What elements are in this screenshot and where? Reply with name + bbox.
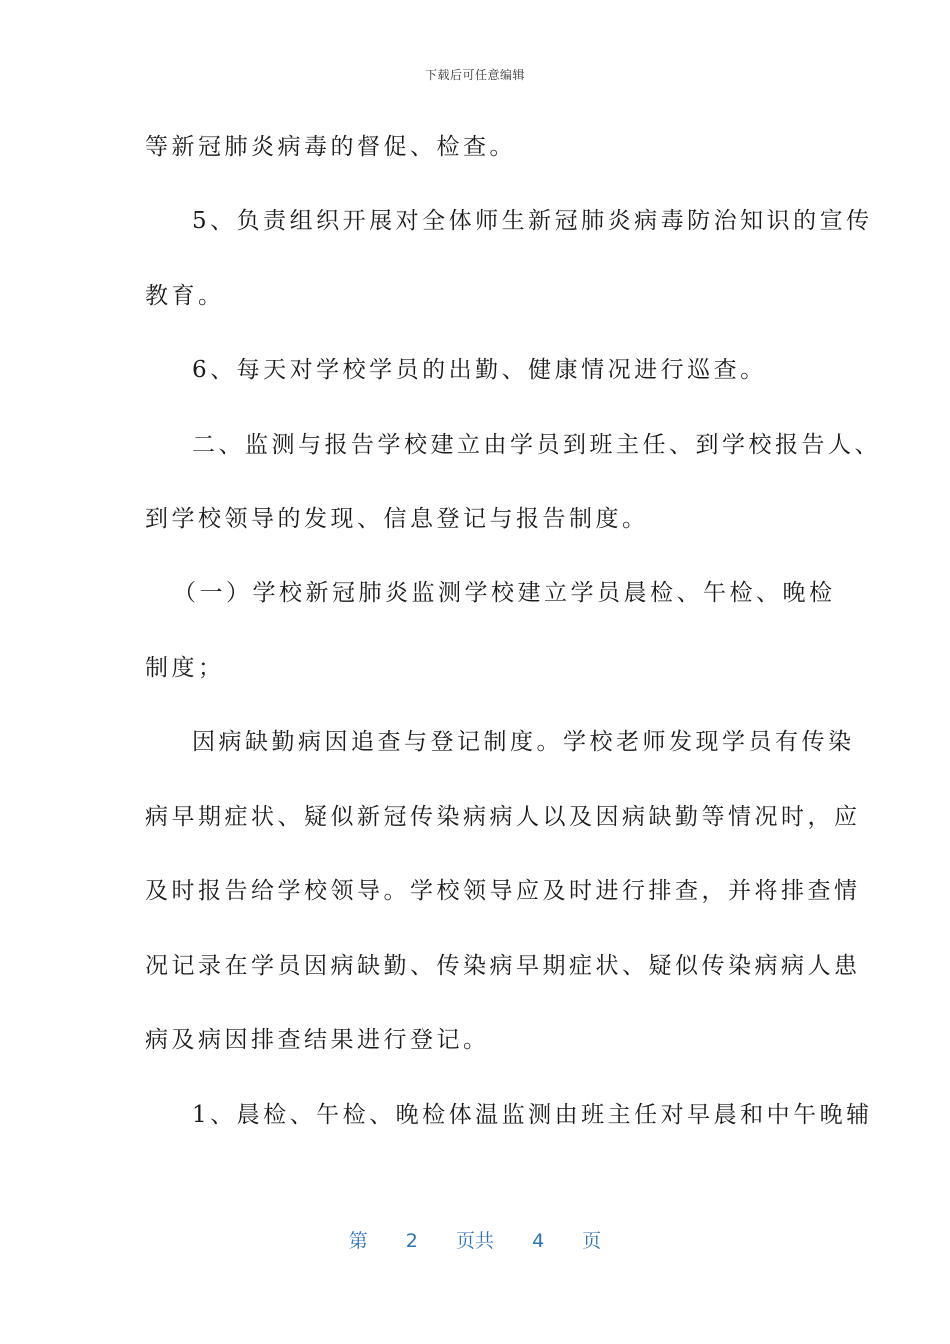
body-line-10: 病早期症状、疑似新冠传染病病人以及因病缺勤等情况时，应 xyxy=(145,804,861,830)
footer-end-word: 页 xyxy=(582,1230,602,1252)
body-line-9: 因病缺勤病因追查与登记制度。学校老师发现学员有传染 xyxy=(192,729,855,755)
footer-page-number: 2 xyxy=(405,1230,418,1252)
body-line-2: 5、负责组织开展对全体师生新冠肺炎病毒防治知识的宣传 xyxy=(192,208,873,234)
body-line-13: 病及病因排查结果进行登记。 xyxy=(145,1027,490,1053)
footer-total-pages: 4 xyxy=(532,1230,545,1252)
body-line-4: 6、每天对学校学员的出勤、健康情况进行巡查。 xyxy=(192,357,767,383)
body-line-6: 到学校领导的发现、信息登记与报告制度。 xyxy=(145,506,649,532)
body-line-14: 1、晨检、午检、晚检体温监测由班主任对早晨和中午晚辅 xyxy=(192,1102,873,1128)
body-line-11: 及时报告给学校领导。学校领导应及时进行排查，并将排查情 xyxy=(145,878,861,904)
body-line-5: 二、监测与报告学校建立由学员到班主任、到学校报告人、 xyxy=(192,432,881,458)
body-line-1: 等新冠肺炎病毒的督促、检查。 xyxy=(145,134,516,160)
header-note: 下载后可任意编辑 xyxy=(424,68,525,82)
body-line-12: 况记录在学员因病缺勤、传染病早期症状、疑似传染病病人患 xyxy=(145,953,861,979)
footer-total-word: 页共 xyxy=(455,1230,494,1252)
body-line-3: 教育。 xyxy=(145,283,225,309)
body-line-8: 制度； xyxy=(145,655,225,681)
body-line-7: （一）学校新冠肺炎监测学校建立学员晨检、午检、晚检 xyxy=(173,580,836,606)
footer-page-word: 第 xyxy=(348,1230,368,1252)
page-footer xyxy=(0,1226,950,1253)
